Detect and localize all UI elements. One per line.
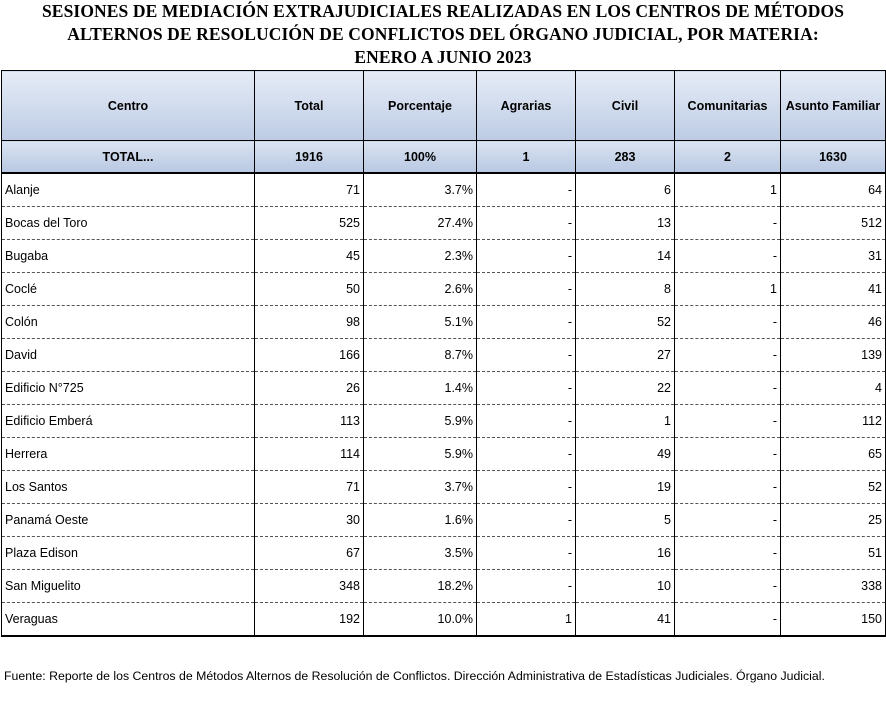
- table-row: [2, 273, 886, 306]
- value-cell: -: [477, 372, 576, 405]
- value-cell: 3.7%: [364, 471, 477, 504]
- value-cell: 8: [576, 273, 675, 306]
- value-cell: 27: [576, 339, 675, 372]
- value-cell: 46: [781, 306, 886, 339]
- value-cell: 41: [576, 603, 675, 637]
- table-row: [2, 240, 886, 273]
- value-cell: 1: [576, 405, 675, 438]
- header-cell-asunto-familiar: Asunto Familiar: [781, 71, 886, 141]
- value-cell: 2.3%: [364, 240, 477, 273]
- table-row: [2, 471, 886, 504]
- value-cell: 166: [255, 339, 364, 372]
- value-cell: 30: [255, 504, 364, 537]
- table-row: [2, 306, 886, 339]
- value-cell: 1.4%: [364, 372, 477, 405]
- value-cell: -: [477, 504, 576, 537]
- centro-cell: Plaza Edison: [2, 537, 255, 570]
- value-cell: 14: [576, 240, 675, 273]
- total-cell: 1916: [255, 141, 364, 174]
- value-cell: -: [477, 207, 576, 240]
- value-cell: -: [477, 405, 576, 438]
- total-cell: 1: [477, 141, 576, 174]
- value-cell: -: [477, 273, 576, 306]
- title-line-3: ENERO A JUNIO 2023: [354, 47, 532, 67]
- table-row: [2, 603, 886, 637]
- table-row: [2, 372, 886, 405]
- total-cell: TOTAL...: [2, 141, 255, 174]
- header-cell-centro: Centro: [2, 71, 255, 141]
- value-cell: 112: [781, 405, 886, 438]
- table-row: [2, 173, 886, 207]
- value-cell: 348: [255, 570, 364, 603]
- value-cell: 25: [781, 504, 886, 537]
- value-cell: 1: [477, 603, 576, 637]
- total-cell: 2: [675, 141, 781, 174]
- header-cell-agrarias: Agrarias: [477, 71, 576, 141]
- value-cell: -: [477, 240, 576, 273]
- value-cell: 114: [255, 438, 364, 471]
- title-line-1: SESIONES DE MEDIACIÓN EXTRAJUDICIALES REALIZADAS EN LOS CENTROS DE MÉTODOS: [41, 1, 845, 21]
- centro-cell: Bugaba: [2, 240, 255, 273]
- header-row: [2, 71, 886, 141]
- value-cell: 27.4%: [364, 207, 477, 240]
- value-cell: 150: [781, 603, 886, 637]
- value-cell: -: [675, 438, 781, 471]
- centro-cell: Los Santos: [2, 471, 255, 504]
- centro-cell: Edificio N°725: [2, 372, 255, 405]
- table-row: [2, 504, 886, 537]
- centro-cell: Colón: [2, 306, 255, 339]
- centro-cell: Edificio Emberá: [2, 405, 255, 438]
- total-cell: 1630: [781, 141, 886, 174]
- value-cell: 64: [781, 173, 886, 207]
- value-cell: 10.0%: [364, 603, 477, 637]
- value-cell: 51: [781, 537, 886, 570]
- value-cell: 65: [781, 438, 886, 471]
- value-cell: -: [675, 504, 781, 537]
- centro-cell: Bocas del Toro: [2, 207, 255, 240]
- value-cell: -: [477, 306, 576, 339]
- value-cell: 1: [675, 273, 781, 306]
- value-cell: 71: [255, 173, 364, 207]
- value-cell: -: [675, 240, 781, 273]
- value-cell: -: [675, 207, 781, 240]
- data-table: [1, 70, 886, 637]
- centro-cell: Herrera: [2, 438, 255, 471]
- value-cell: 31: [781, 240, 886, 273]
- source-note: Fuente: Reporte de los Centros de Métodos Alternos de Resolución de Conflictos. Dirección Administrativa de Estadísticas Judiciales. Órgano Judicial.: [4, 669, 825, 683]
- value-cell: -: [675, 405, 781, 438]
- value-cell: -: [477, 471, 576, 504]
- value-cell: 5.1%: [364, 306, 477, 339]
- table-row: [2, 207, 886, 240]
- value-cell: 1.6%: [364, 504, 477, 537]
- value-cell: -: [675, 603, 781, 637]
- value-cell: 5.9%: [364, 405, 477, 438]
- value-cell: 3.7%: [364, 173, 477, 207]
- centro-cell: Alanje: [2, 173, 255, 207]
- value-cell: -: [477, 537, 576, 570]
- value-cell: 1: [675, 173, 781, 207]
- total-row: [2, 141, 886, 174]
- title-line-2: ALTERNOS DE RESOLUCIÓN DE CONFLICTOS DEL ÓRGANO JUDICIAL, POR MATERIA:: [67, 24, 819, 44]
- value-cell: 22: [576, 372, 675, 405]
- value-cell: 2.6%: [364, 273, 477, 306]
- centro-cell: David: [2, 339, 255, 372]
- value-cell: 18.2%: [364, 570, 477, 603]
- value-cell: 338: [781, 570, 886, 603]
- value-cell: 19: [576, 471, 675, 504]
- value-cell: -: [675, 537, 781, 570]
- centro-cell: Panamá Oeste: [2, 504, 255, 537]
- value-cell: -: [675, 339, 781, 372]
- value-cell: 8.7%: [364, 339, 477, 372]
- table-row: [2, 438, 886, 471]
- centro-cell: Coclé: [2, 273, 255, 306]
- value-cell: 5.9%: [364, 438, 477, 471]
- centro-cell: San Miguelito: [2, 570, 255, 603]
- header-cell-comunitarias: Comunitarias: [675, 71, 781, 141]
- value-cell: 71: [255, 471, 364, 504]
- value-cell: 67: [255, 537, 364, 570]
- total-cell: 283: [576, 141, 675, 174]
- value-cell: 6: [576, 173, 675, 207]
- centro-cell: Veraguas: [2, 603, 255, 637]
- value-cell: 139: [781, 339, 886, 372]
- value-cell: 41: [781, 273, 886, 306]
- value-cell: 525: [255, 207, 364, 240]
- value-cell: 3.5%: [364, 537, 477, 570]
- value-cell: -: [675, 471, 781, 504]
- value-cell: 52: [576, 306, 675, 339]
- value-cell: -: [477, 570, 576, 603]
- value-cell: 512: [781, 207, 886, 240]
- value-cell: 5: [576, 504, 675, 537]
- value-cell: 98: [255, 306, 364, 339]
- table-row: [2, 339, 886, 372]
- value-cell: 10: [576, 570, 675, 603]
- header-cell-total: Total: [255, 71, 364, 141]
- value-cell: 49: [576, 438, 675, 471]
- value-cell: 4: [781, 372, 886, 405]
- table-row: [2, 570, 886, 603]
- value-cell: -: [477, 339, 576, 372]
- value-cell: 45: [255, 240, 364, 273]
- value-cell: 113: [255, 405, 364, 438]
- table-row: [2, 537, 886, 570]
- value-cell: 16: [576, 537, 675, 570]
- total-cell: 100%: [364, 141, 477, 174]
- header-cell-civil: Civil: [576, 71, 675, 141]
- value-cell: -: [675, 372, 781, 405]
- value-cell: -: [675, 306, 781, 339]
- value-cell: 192: [255, 603, 364, 637]
- value-cell: 52: [781, 471, 886, 504]
- value-cell: -: [477, 438, 576, 471]
- page-title: [0, 0, 886, 69]
- value-cell: 13: [576, 207, 675, 240]
- value-cell: 50: [255, 273, 364, 306]
- value-cell: -: [477, 173, 576, 207]
- table-row: [2, 405, 886, 438]
- header-cell-porcentaje: Porcentaje: [364, 71, 477, 141]
- value-cell: -: [675, 570, 781, 603]
- value-cell: 26: [255, 372, 364, 405]
